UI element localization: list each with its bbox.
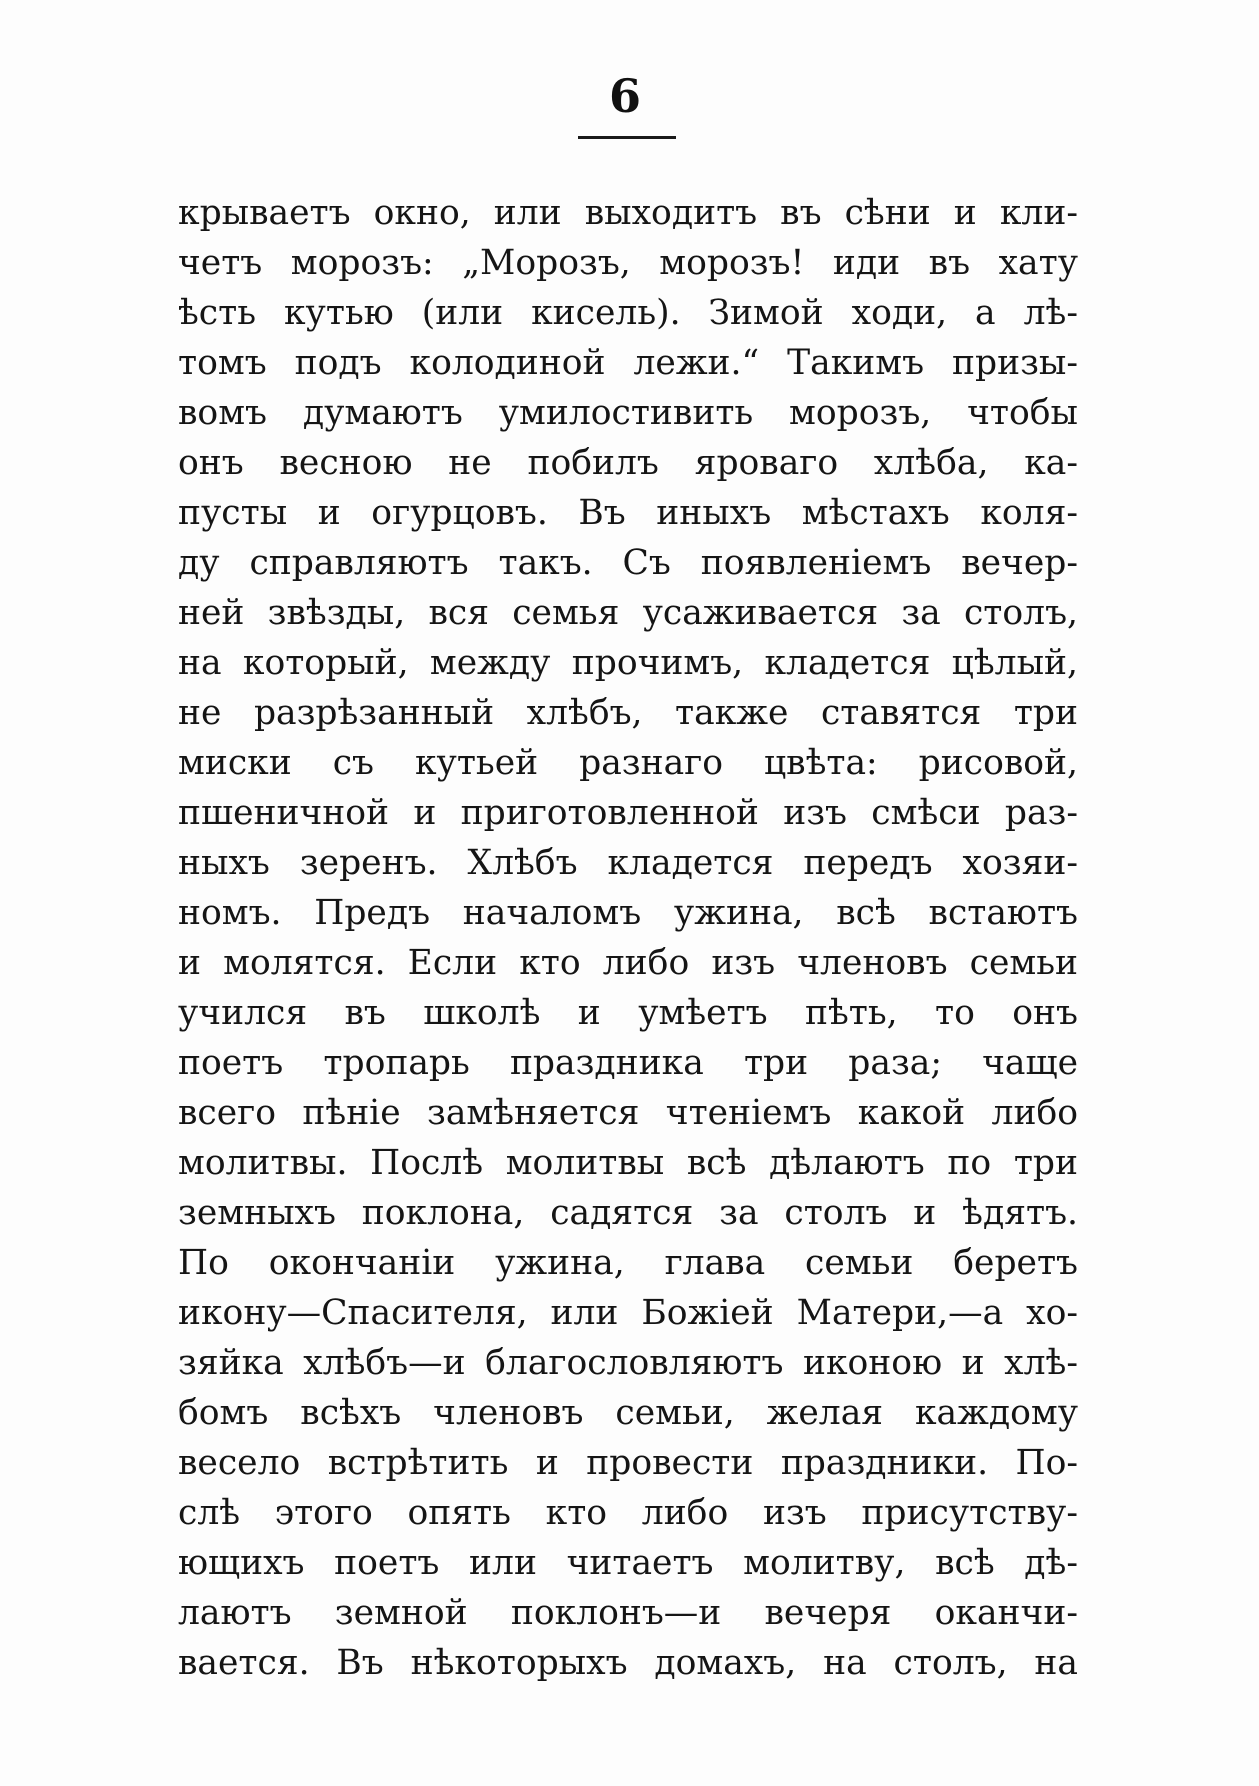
text-line: зяйка хлѣбъ—и благословляютъ иконою и хлѣ- <box>178 1343 1078 1383</box>
text-line: икону—Спасителя, или Божіей Матери,—а хо- <box>178 1293 1078 1333</box>
text-line: пшеничной и приготовленной изъ смѣси раз- <box>178 793 1078 833</box>
text-line: ныхъ зеренъ. Хлѣбъ кладется передъ хозяи- <box>178 843 1078 883</box>
text-line: По окончаніи ужина, глава семьи беретъ <box>178 1243 1078 1283</box>
text-line: ней звѣзды, вся семья усаживается за столъ, <box>178 593 1078 633</box>
text-line: на который, между прочимъ, кладется цѣлый, <box>178 643 1078 683</box>
text-line: томъ подъ колодиной лежи.“ Такимъ призы- <box>178 343 1078 383</box>
text-line: весело встрѣтить и провести праздники. По- <box>178 1443 1078 1483</box>
page-number-rule <box>578 136 676 139</box>
text-line: учился въ школѣ и умѣетъ пѣть, то онъ <box>178 993 1078 1033</box>
text-line: ющихъ поетъ или читаетъ молитву, всѣ дѣ- <box>178 1543 1078 1583</box>
page-number: 6 <box>608 69 641 123</box>
text-line: молитвы. Послѣ молитвы всѣ дѣлаютъ по три <box>178 1143 1078 1183</box>
text-line: четъ морозъ: „Морозъ, морозъ! иди въ хату <box>178 243 1078 283</box>
text-line: ѣсть кутью (или кисель). Зимой ходи, а лѣ- <box>178 293 1078 333</box>
text-line: лаютъ земной поклонъ—и вечеря оканчи- <box>178 1593 1078 1633</box>
text-line: земныхъ поклона, садятся за столъ и ѣдятъ. <box>178 1193 1078 1233</box>
text-line: миски съ кутьей разнаго цвѣта: рисовой, <box>178 743 1078 783</box>
text-line: номъ. Предъ началомъ ужина, всѣ встаютъ <box>178 893 1078 933</box>
body-text <box>178 188 1078 1688</box>
text-line: вомъ думаютъ умилостивить морозъ, чтобы <box>178 393 1078 433</box>
text-line: и молятся. Если кто либо изъ членовъ семьи <box>178 943 1078 983</box>
text-line: бомъ всѣхъ членовъ семьи, желая каждому <box>178 1393 1078 1433</box>
text-line: всего пѣніе замѣняется чтеніемъ какой либо <box>178 1093 1078 1133</box>
text-line: крываетъ окно, или выходитъ въ сѣни и кли- <box>178 193 1078 233</box>
text-line: поетъ тропарь праздника три раза; чаще <box>178 1043 1078 1083</box>
text-line: не разрѣзанный хлѣбъ, также ставятся три <box>178 693 1078 733</box>
text-line: вается. Въ нѣкоторыхъ домахъ, на столъ, на <box>178 1643 1078 1683</box>
text-line: онъ весною не побилъ яроваго хлѣба, ка- <box>178 443 1078 483</box>
text-line: слѣ этого опять кто либо изъ присутству- <box>178 1493 1078 1533</box>
text-line: пусты и огурцовъ. Въ иныхъ мѣстахъ коля- <box>178 493 1078 533</box>
text-line: ду справляютъ такъ. Съ появленіемъ вечер- <box>178 543 1078 583</box>
